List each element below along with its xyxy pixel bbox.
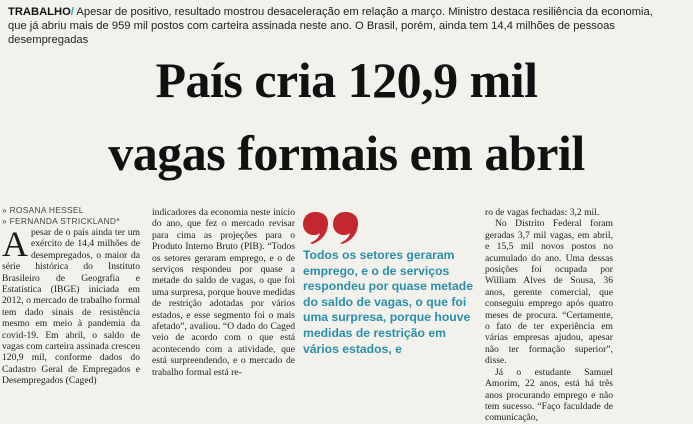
column-4-paragraph-3: Já o estudante Samuel Amorim, 22 anos, está há três anos procurando emprego e não tem sucesso. “Faço faculdade de comunicação, — [485, 366, 613, 424]
drop-cap: A — [2, 224, 28, 264]
column-2-text: indicadores da economia neste início do ano, que fez o mercado revisar para cima as projeções para o Produto Interno Bruto (PIB). “Todos os setores geraram emprego, e o de serviços respondeu por quase a metade do saldo de vagas, o que foi uma surpresa, porque houve medidas de restrição adotadas por vários estados, e esse segmento foi o mais afetado”, avaliou. “O dado do Caged veio de acordo com o que está acontecendo com a atividade, que está surpreendendo, e o mercado de trabalho formal está re- — [152, 207, 295, 378]
headline-line-1: País cria 120,9 mil — [155, 52, 538, 108]
byline-author-1: » ROSANA HESSEL — [2, 205, 84, 215]
column-4-paragraph-2: No Distrito Federal foram geradas 3,7 mil vagas, em abril, e 15,5 mil novos postos no acumulado do ano. Uma dessas posições foi ocupada por William Alves de Sousa, 36 anos, gerente comercial, que conseguiu emprego após quatro meses de procura. “Certamente, o fato de ter experiência em várias empresas ajudou, apesar não ter formação superior”, disse. — [485, 218, 613, 367]
deck-line-2: que já abriu mais de 959 mil postos com carteira assinada neste ano. O Brasil, porém, ainda tem 14,4 milhões de pessoas desempregadas — [8, 20, 615, 46]
article-column-4 — [485, 207, 613, 424]
byline-author-2: » FERNANDA STRICKLAND* — [2, 216, 120, 226]
pull-quote — [303, 210, 473, 357]
column-4-paragraph-1: ro de vagas fechadas: 3,2 mil. — [485, 207, 600, 218]
kicker-slash: / — [70, 6, 74, 18]
column-1-body: pesar de o país ainda ter um exército de 14,4 milhões de desempregados, o maior da série histórica do Instituto Brasileiro de Geografia e Estatística (IBGE) iniciada em 2012, o mercado de trabalho formal tem dado sinais de resistência mesmo em meio à pandemia da covid-19. Em abril, o saldo de vagas com carteira assinada cresceu 120,9 mil, conforme dados do Cadastro Geral de Empregados e Desempregados (Caged) — [2, 227, 140, 387]
article-column-2 — [152, 207, 295, 378]
quote-mark-icon — [303, 210, 473, 244]
article-column-1 — [2, 205, 140, 387]
section-kicker: TRABALHO — [8, 6, 71, 18]
headline-line-2: vagas formais em abril — [108, 125, 585, 181]
deck — [8, 5, 688, 47]
pull-quote-text: Todos os setores geraram emprego, e o de serviços respondeu por quase metade do saldo de vagas, o que foi uma surpresa, porque houve medidas de restrição em vários estados, e — [303, 248, 473, 356]
column-1-text — [2, 224, 140, 387]
deck-line-1: Apesar de positivo, resultado mostrou desaceleração em relação a março. Ministro destaca resiliência da economia, — [73, 6, 653, 18]
